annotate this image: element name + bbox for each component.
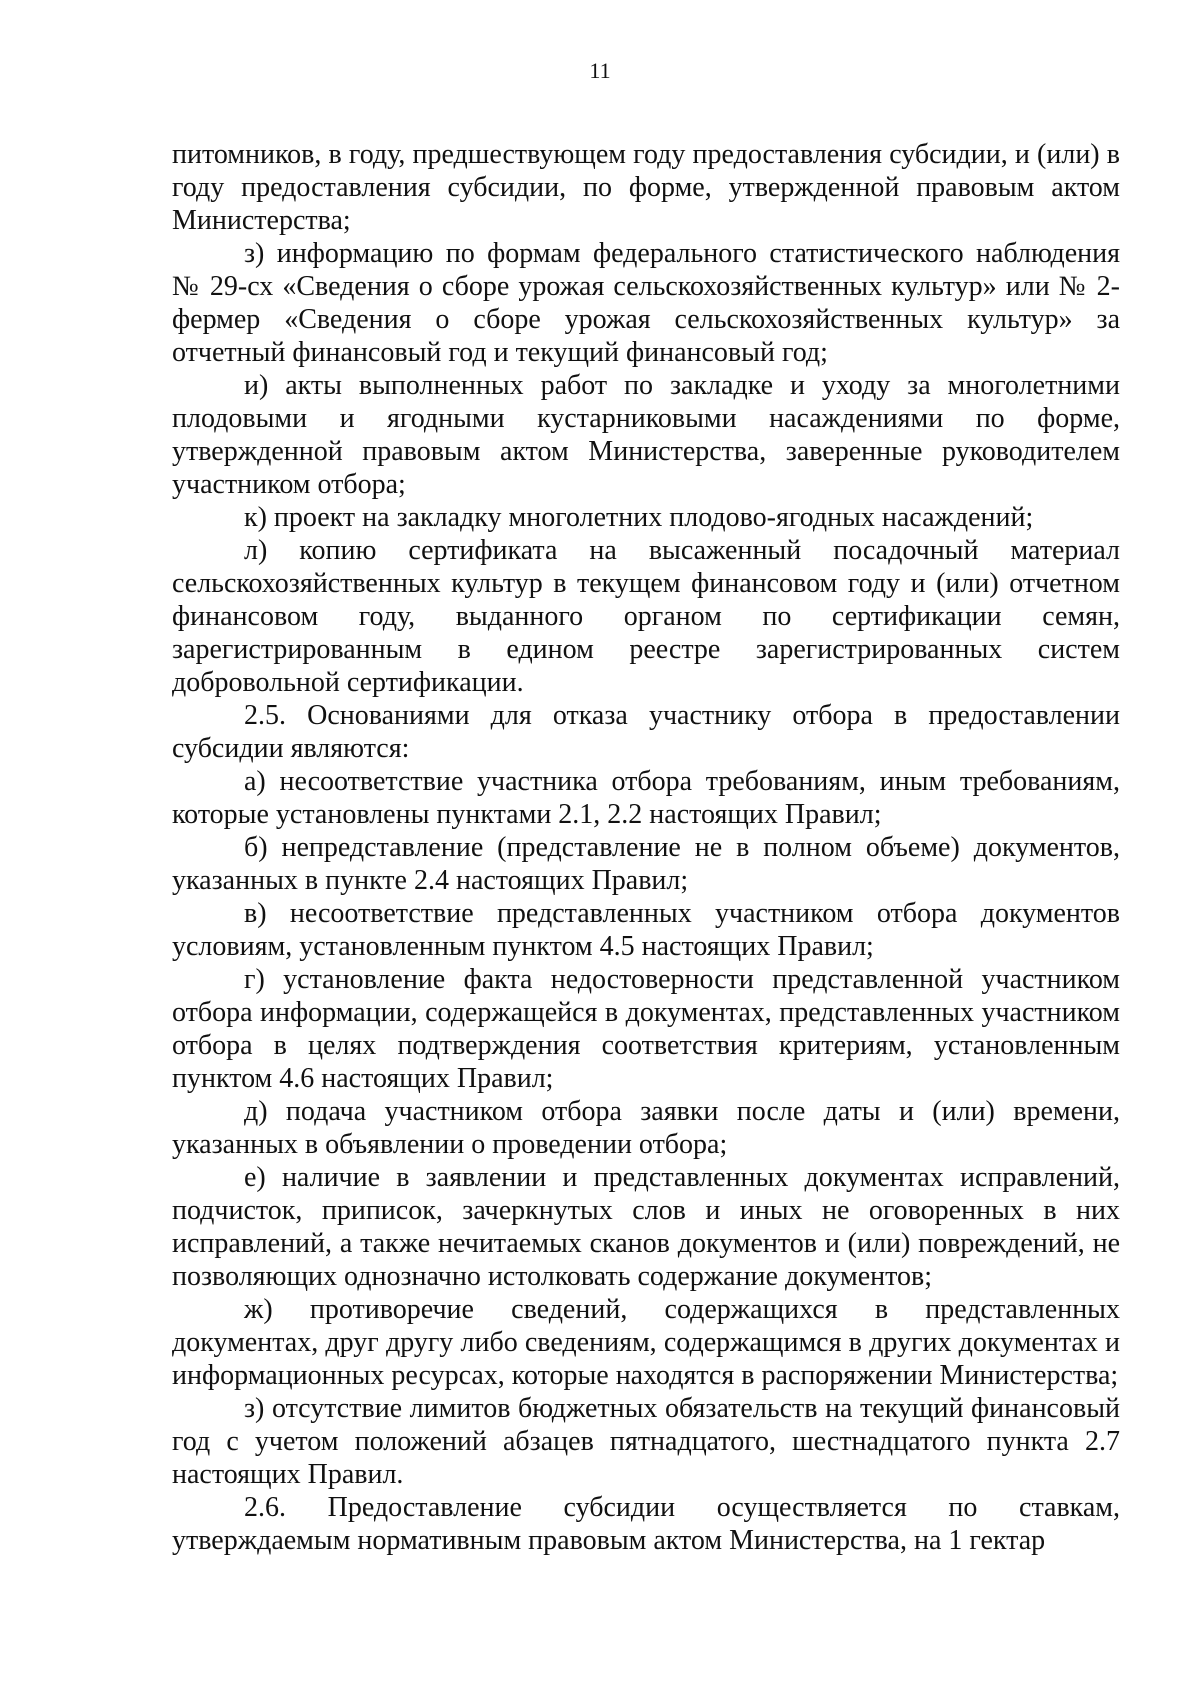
- paragraph-item-g: г) установление факта недостоверности представленной участником отбора информации, содержащейся в документах, представленных участником отбора в целях подтверждения соответствия критериям, установленным пунктом 4.6 настоящих Правил;: [172, 964, 1120, 1094]
- paragraph-item-z-statistics: з) информацию по формам федерального статистического наблюдения № 29-сх «Сведения о сборе урожая сельскохозяйственных культур» или № 2-фермер «Сведения о сборе урожая сельскохозяйственных культур» за отчетный финансовый год и текущий финансовый год;: [172, 238, 1120, 368]
- paragraph-item-k-project: к) проект на закладку многолетних плодово-ягодных насаждений;: [244, 502, 1034, 533]
- paragraph-item-b: б) непредставление (представление не в полном объеме) документов, указанных в пункте 2.4 настоящих Правил;: [172, 832, 1120, 896]
- paragraph-item-v: в) несоответствие представленных участником отбора документов условиям, установленным пунктом 4.5 настоящих Правил;: [172, 898, 1120, 962]
- paragraph-continuation: питомников, в году, предшествующем году предоставления субсидии, и (или) в году предоставления субсидии, по форме, утвержденной правовым актом Министерства;: [172, 139, 1120, 236]
- paragraph-item-zh: ж) противоречие сведений, содержащихся в представленных документах, друг другу либо сведениям, содержащимся в других документах и информационных ресурсах, которые находятся в распоряжении Министерства;: [172, 1294, 1120, 1391]
- paragraph-section-2-5: 2.5. Основаниями для отказа участнику отбора в предоставлении субсидии являются:: [172, 700, 1120, 764]
- page-number: 11: [589, 58, 611, 83]
- paragraph-item-z-limits: з) отсутствие лимитов бюджетных обязательств на текущий финансовый год с учетом положений абзацев пятнадцатого, шестнадцатого пункта 2.7 настоящих Правил.: [172, 1393, 1120, 1490]
- paragraph-item-l-certificate: л) копию сертификата на высаженный посадочный материал сельскохозяйственных культур в текущем финансовом году и (или) отчетном финансовом году, выданного органом по сертификации семян, зарегистрированным в едином реестре зарегистрированных систем добровольной сертификации.: [172, 535, 1120, 698]
- paragraph-section-2-6: 2.6. Предоставление субсидии осуществляется по ставкам, утверждаемым нормативным правовым актом Министерства, на 1 гектар: [172, 1492, 1120, 1556]
- paragraph-item-e: е) наличие в заявлении и представленных документах исправлений, подчисток, приписок, зачеркнутых слов и иных не оговоренных в них исправлений, а также нечитаемых сканов документов и (или) повреждений, не позволяющих однозначно истолковать содержание документов;: [172, 1162, 1120, 1292]
- paragraph-item-i-acts: и) акты выполненных работ по закладке и уходу за многолетними плодовыми и ягодными кустарниковыми насаждениями по форме, утвержденной правовым актом Министерства, заверенные руководителем участником отбора;: [172, 370, 1120, 500]
- document-body: [172, 138, 1120, 1557]
- paragraph-item-a: а) несоответствие участника отбора требованиям, иным требованиям, которые установлены пунктами 2.1, 2.2 настоящих Правил;: [172, 766, 1120, 830]
- paragraph-item-d: д) подача участником отбора заявки после даты и (или) времени, указанных в объявлении о проведении отбора;: [172, 1096, 1120, 1160]
